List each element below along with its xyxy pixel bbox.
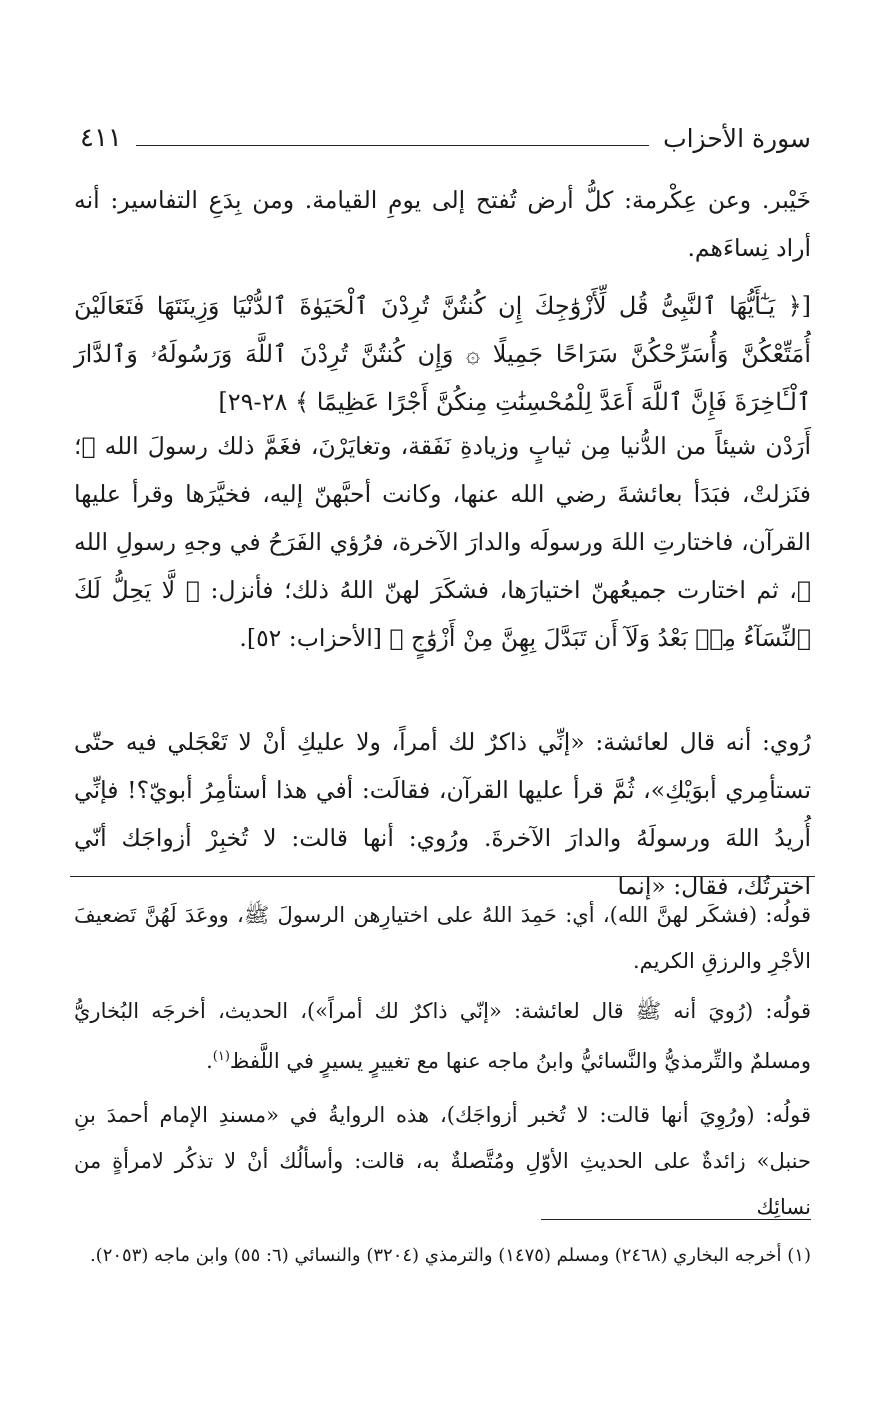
quran-verse-block: [﴿ يَـٰٓأَيُّهَا ٱلنَّبِىُّ قُل لِّأَزْوَٰجِكَ إِن كُنتُنَّ تُرِدْنَ ٱلْحَيَوٰةَ ٱلدُّنْيَا وَزِينَتَهَا فَتَعَالَيْنَ أُمَتِّعْكُنَّ وَأُسَرِّحْكُنَّ سَرَاحًا جَمِيلًا ۞ وَإِن كُنتُنَّ تُرِدْنَ ٱللَّهَ وَرَسُولَهُۥ وَٱلدَّارَ ٱلْـَٔاخِرَةَ فَإِنَّ ٱللَّهَ أَعَدَّ لِلْمُحْسِنَٰتِ مِنكُنَّ أَجْرًا عَظِيمًا ﴾ ٢٨-٢٩]: [74, 292, 811, 416]
commentary-paragraph-3: قولُه: (ورُوِيَ أنها قالت: لا تُخبر أزواجَك)، هذه الروايةُ في «مسندِ الإمام أحمدَ بنِ حنبل» زائدةٌ على الحديثِ الأوّلِ ومُتَّصلةٌ به، قالت: وأسألُك أنْ لا تذكُر لامرأةٍ من نسائِك: [74, 1103, 811, 1219]
footnote-marker[interactable]: (١): [212, 1049, 230, 1064]
footnote-separator: [541, 1219, 811, 1220]
main-paragraph-2: أَرَدْن شيئاً من الدُّنيا مِن ثيابٍ وزيادةِ نَفَقة، وتغايَرْنَ، فغَمَّ ذلك رسولَ الله ﷺ؛ فنَزلتْ، فبَدَأ بعائشةَ رضي الله عنها، وكانت أحبَّهنّ إليه، فخيَّرَها وقرأ عليها القرآن، فاختارتِ اللهَ ورسولَه والدارَ الآخرة، فرُؤي الفَرَحُ في وجهِ رسولِ الله ﷺ، ثم اختارت جميعُهنّ اختيارَها، فشكَرَ لهنّ اللهُ ذلك؛ فأنزل: ﴿ لَّا يَحِلُّ لَكَ ٱلنِّسَآءُ مِنۢ بَعْدُ وَلَآ أَن تَبَدَّلَ بِهِنَّ مِنْ أَزْوَٰجٍ ﴾ [الأحزاب: ٥٢].: [74, 432, 811, 652]
commentary-paragraph-2: [74, 988, 811, 1084]
commentary-2-end: .: [206, 1049, 213, 1073]
page-number: ٤١١: [80, 123, 122, 153]
commentary-separator: [70, 876, 815, 877]
footnote-1: (١) أخرجه البخاري (٢٤٦٨) ومسلم (١٤٧٥) والترمذي (٣٢٠٤) والنسائي (٦: ٥٥) وابن ماجه (٢٠٥٣).: [89, 1245, 811, 1266]
main-paragraph-3: رُوي: أنه قال لعائشة: «إنِّي ذاكرٌ لك أمراً، ولا عليكِ أنْ لا تَعْجَلي فيه حتّى تستأمِري أبوَيْكِ»، ثُمَّ قرأ عليها القرآن، فقالَت: أفي هذا أستأمِرُ أبويّ؟! فإنِّي أُريدُ اللهَ ورسولَهُ والدارَ الآخرةَ. ورُوي: أنها قالت: لا تُخبِرْ أزواجَك أنّي اخترتُك، فقال: «إنما: [74, 728, 811, 900]
main-paragraph-1: خَيْبر. وعن عِكْرمة: كلُّ أرض تُفتح إلى يومِ القيامة. ومن بِدَعِ التفاسير: أنه أراد نِساءَهم.: [74, 186, 811, 262]
commentary-2-text: قولُه: (رُويَ أنه ﷺ قال لعائشة: «إنّي ذاكرٌ لك أمراً»)، الحديث، أخرجَه البُخاريُّ ومسلمٌ والتِّرمذيُّ والنَّسائيُّ وابنُ ماجه عنها مع تغييرٍ يسيرٍ في اللَّفظ: [74, 999, 811, 1073]
commentary-paragraph-1: قولُه: (فشكَر لهنَّ الله)، أي: حَمِدَ اللهُ على اختيارِهن الرسولَ ﷺ، ووعَدَ لَهُنَّ تَضعيفَ الأجْرِ والرزقِ الكريم.: [74, 903, 811, 973]
surah-title: سورة الأحزاب: [663, 123, 811, 153]
header-rule: [136, 145, 649, 146]
page-header: [80, 118, 811, 158]
